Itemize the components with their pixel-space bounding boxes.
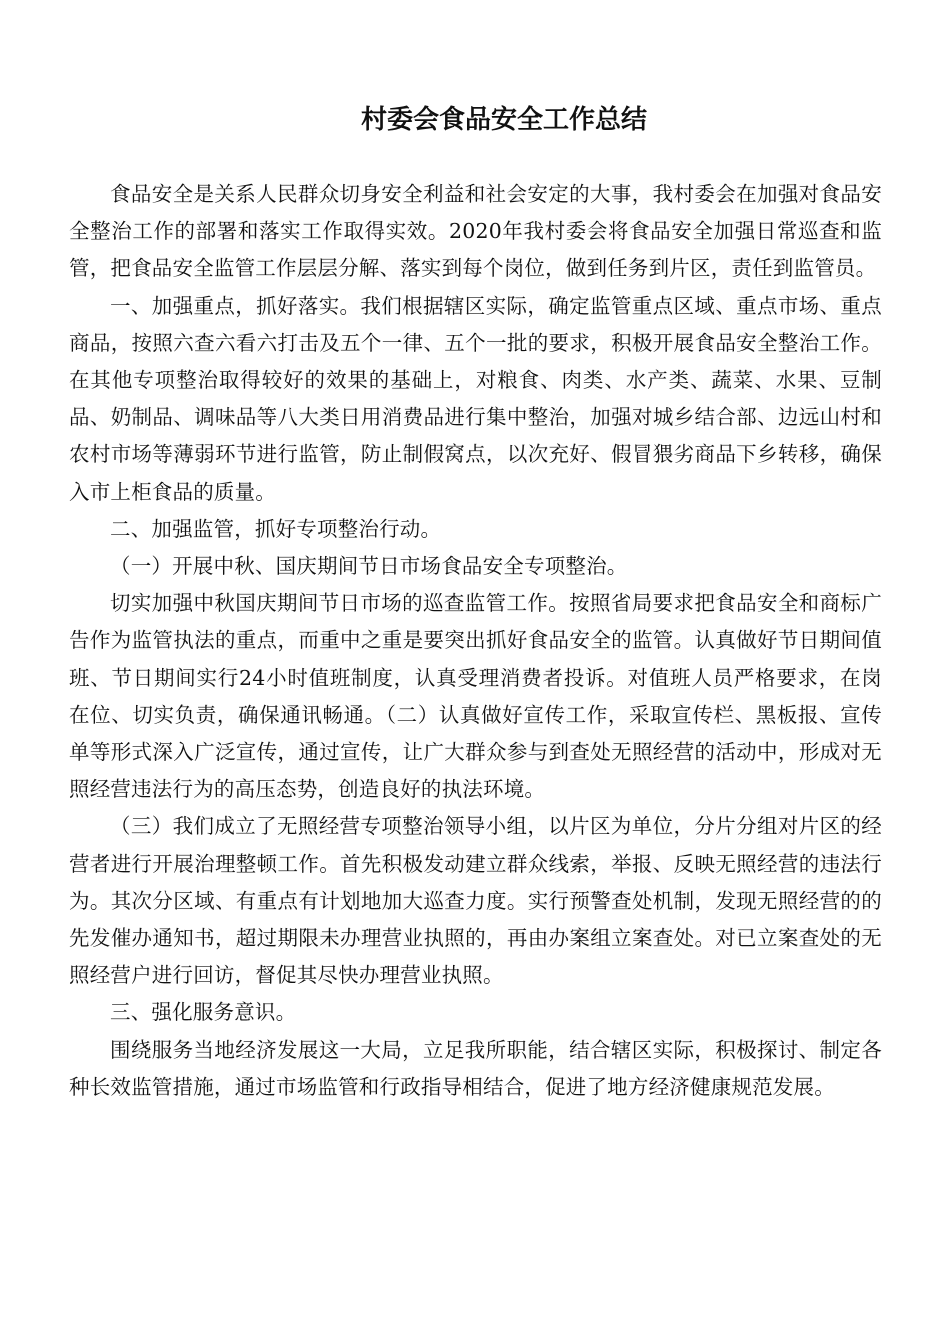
paragraph-section-1: 一、加强重点，抓好落实。我们根据辖区实际，确定监管重点区域、重点市场、重点商品，按照六查六看六打击及五个一律、五个一批的要求，积极开展食品安全整治工作。在其他专项整治取得较好的效果的基础上，对粮食、肉类、水产类、蔬菜、水果、豆制品、奶制品、调味品等八大类日用消费品进行集中整治，加强对城乡结合部、边远山村和农村市场等薄弱环节进行监管，防止制假窝点，以次充好、假冒猥劣商品下乡转移，确保入市上柜食品的质量。 bbox=[69, 293, 882, 504]
paragraph-section-2-heading: 二、加强监管，抓好专项整治行动。 bbox=[110, 516, 442, 541]
document-body bbox=[69, 176, 882, 1106]
document-title: 村委会食品安全工作总结 bbox=[360, 105, 647, 135]
paragraph-subsection-1-body: 切实加强中秋国庆期间节日市场的巡查监管工作。按照省局要求把食品安全和商标广告作为监管执法的重点，而重中之重是要突出抓好食品安全的监管。认真做好节日期间值班、节日期间实行24小时值班制度，认真受理消费者投诉。对值班人员严格要求，在岗在位、切实负责，确保通讯畅通。（二）认真做好宣传工作，采取宣传栏、黑板报、宣传单等形式深入广泛宣传，通过宣传，让广大群众参与到查处无照经营的活动中，形成对无照经营违法行为的高压态势，创造良好的执法环境。 bbox=[69, 591, 882, 802]
paragraph-subsection-3: （三）我们成立了无照经营专项整治领导小组，以片区为单位，分片分组对片区的经营者进行开展治理整顿工作。首先积极发动建立群众线索，举报、反映无照经营的违法行为。其次分区域、有重点有计划地加大巡查力度。实行预警查处机制，发现无照经营的的先发催办通知书，超过期限未办理营业执照的，再由办案组立案查处。对已立案查处的无照经营户进行回访，督促其尽快办理营业执照。 bbox=[69, 814, 882, 988]
paragraph-section-3-heading: 三、强化服务意识。 bbox=[110, 1000, 297, 1025]
paragraph-intro: 食品安全是关系人民群众切身安全利益和社会安定的大事，我村委会在加强对食品安全整治工作的部署和落实工作取得实效。2020年我村委会将食品安全加强日常巡查和监管，把食品安全监管工作层层分解、落实到每个岗位，做到任务到片区，责任到监管员。 bbox=[69, 182, 882, 281]
paragraph-subsection-1-heading: （一）开展中秋、国庆期间节日市场食品安全专项整治。 bbox=[110, 554, 628, 579]
paragraph-section-3-body: 围绕服务当地经济发展这一大局，立足我所职能，结合辖区实际，积极探讨、制定各种长效监管措施，通过市场监管和行政指导相结合，促进了地方经济健康规范发展。 bbox=[69, 1037, 882, 1099]
